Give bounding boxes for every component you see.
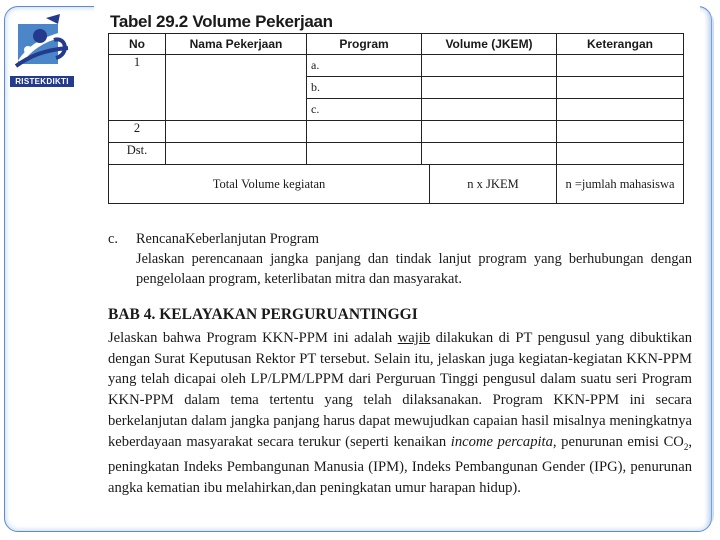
row-no-1: 1 (109, 55, 166, 121)
bab4-title: BAB 4. KELAYAKAN PERGURUANTINGGI (108, 306, 418, 323)
section-c-title: RencanaKeberlanjutan Program (136, 231, 320, 247)
table-row (109, 121, 684, 143)
row-ket-2 (557, 121, 684, 143)
table-total-row (109, 165, 684, 204)
row-prog-2 (307, 121, 422, 143)
ket-c (557, 99, 684, 121)
total-label: Total Volume kegiatan (109, 165, 430, 203)
bab4-text-1: Jelaskan bahwa Program KKN-PPM ini adalah (108, 330, 398, 346)
total-volume: n x JKEM (467, 176, 519, 191)
document-page (94, 6, 700, 526)
row-no-dst: Dst. (109, 143, 166, 165)
row-no-2: 2 (109, 121, 166, 143)
total-keterangan: n =jumlah mahasiswa (557, 165, 684, 204)
bab4-paragraph (108, 328, 692, 499)
program-a: a. (307, 55, 422, 77)
row-nama-dst (166, 143, 307, 165)
table-row (109, 143, 684, 165)
table-row (109, 55, 684, 77)
logo-text: RISTEKDIKTI (10, 76, 74, 87)
header-no: No (109, 34, 166, 55)
bab4-text-4: , peningkatan Indeks Pembangunan Manusia (IPM), Indeks Pembangunan Gender (IPG), penurunan angka kematian ibu melahirkan,dan peningkatan umur harapan hidup). (108, 433, 692, 496)
row-vol-2 (422, 121, 557, 143)
row-nama-1 (166, 55, 307, 121)
bab4-text-3: , penurunan emisi CO (552, 433, 684, 450)
ket-b (557, 77, 684, 99)
bab4-income-percapita: income percapita (450, 433, 553, 450)
header-volume: Volume (JKEM) (422, 34, 557, 55)
section-c-label: c. (108, 231, 118, 247)
total-merged (109, 165, 557, 204)
frame-shade (704, 12, 714, 526)
volume-a (422, 55, 557, 77)
row-nama-2 (166, 121, 307, 143)
table-title: Tabel 29.2 Volume Pekerjaan (110, 12, 333, 31)
section-c-body: Jelaskan perencanaan jangka panjang dan tindak lanjut program yang berhubungan dengan pengelolaan program, keterlibatan mitra dan masyarakat. (136, 251, 692, 287)
bab4-wajib: wajib (397, 330, 431, 346)
header-program: Program (307, 34, 422, 55)
bab4-text-2: dilakukan di PT pengusul yang dibuktikan dengan Surat Keputusan Rektor PT tersebut. Selain itu, jelaskan juga kegiatan-kegiatan KKN-PPM yang telah dicapai oleh LP/LPM/LPPM dari Perguruan Tinggi pengusul dalam suatu seri Program KKN-PPM dalam tema tertentu yang telah dilaksanakan. Program KKN-PPM ini secara berkelanjutan dalam jangka panjang harus dapat mewujudkan capaian hasil misalnya meningkatnya keberdayaan masyarakat secara terukur (seperti kenaikan (108, 330, 692, 450)
header-nama-pekerjaan: Nama Pekerjaan (166, 34, 307, 55)
row-prog-dst (307, 143, 422, 165)
ket-a (557, 55, 684, 77)
bab4-co2-sub: 2 (683, 441, 689, 452)
program-b: b. (307, 77, 422, 99)
logo-emblem-icon (10, 10, 74, 76)
section-c (108, 231, 692, 289)
table-header-row (109, 34, 684, 55)
row-vol-dst (422, 143, 557, 165)
ristekdikti-logo (10, 10, 74, 88)
volume-c (422, 99, 557, 121)
volume-table (108, 33, 684, 204)
program-c: c. (307, 99, 422, 121)
volume-b (422, 77, 557, 99)
header-keterangan: Keterangan (557, 34, 684, 55)
row-ket-dst (557, 143, 684, 165)
